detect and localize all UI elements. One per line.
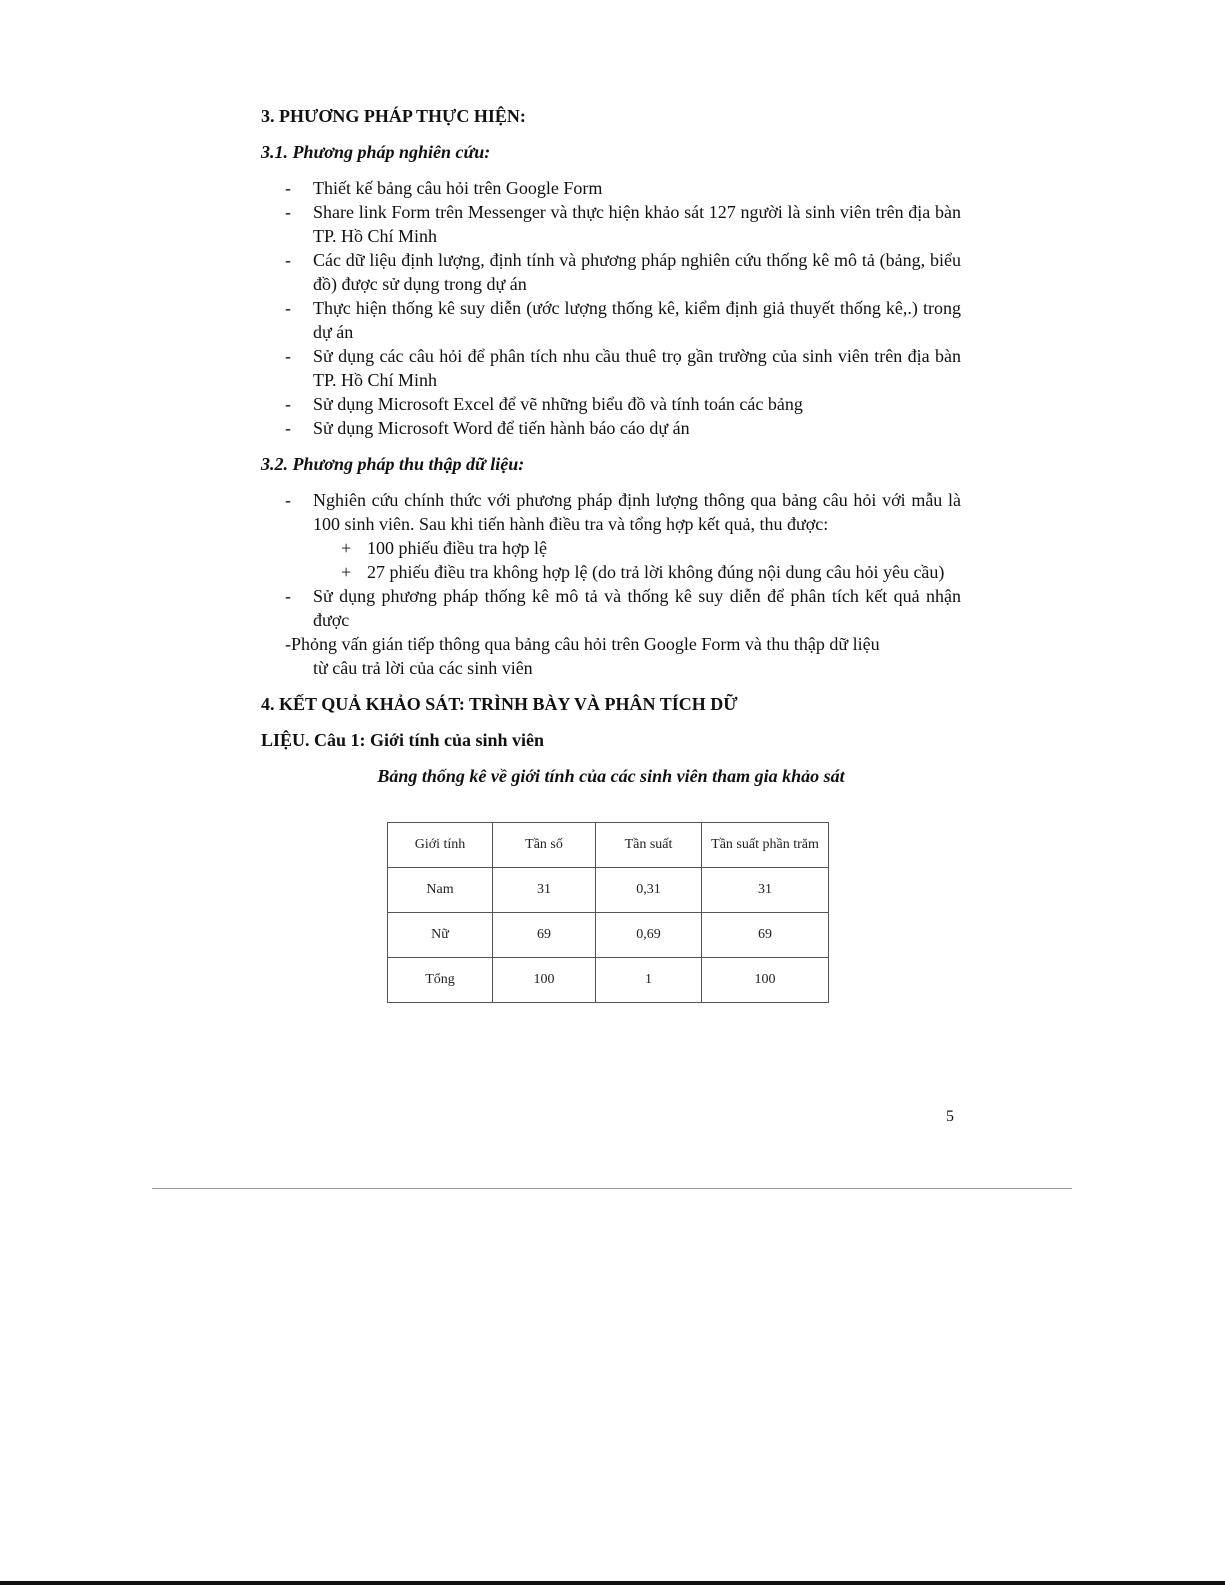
- list-item: [261, 416, 961, 440]
- table-header-row: [388, 823, 829, 868]
- dash-marker: -: [285, 586, 291, 606]
- table-row: [388, 913, 829, 958]
- table-row: [388, 868, 829, 913]
- header-gender: Giới tính: [388, 823, 493, 868]
- plus-marker: +: [341, 562, 352, 582]
- section-3-2-heading: 3.2. Phương pháp thu thập dữ liệu:: [261, 454, 525, 474]
- list-item-text: Sử dụng Microsoft Word để tiến hành báo cáo dự án: [313, 418, 690, 438]
- gender-stats-table: [387, 822, 829, 1003]
- bottom-edge-bar: [0, 1581, 1225, 1585]
- dash-marker: -: [285, 346, 291, 366]
- header-percentage: Tần suất phần trăm: [702, 823, 829, 868]
- list-item: [261, 200, 961, 248]
- dash-marker: -: [285, 490, 291, 510]
- table-cell: 0,31: [596, 868, 702, 913]
- header-relative-frequency: Tần suất: [596, 823, 702, 868]
- dash-marker: -: [285, 418, 291, 438]
- list-item: [261, 176, 961, 200]
- page-divider: [152, 1188, 1072, 1189]
- section-3-1-heading: 3.1. Phương pháp nghiên cứu:: [261, 142, 491, 162]
- list-item-text: Thực hiện thống kê suy diễn (ước lượng thống kê, kiểm định giả thuyết thống kê,.) trong dự án: [313, 298, 961, 342]
- dash-marker: -: [285, 394, 291, 414]
- dash-marker: -: [285, 250, 291, 270]
- result-sublist: [313, 536, 961, 584]
- list-item: [261, 344, 961, 392]
- table-cell: 1: [596, 958, 702, 1003]
- interview-line-2: từ câu trả lời của các sinh viên: [313, 658, 533, 678]
- data-collection-list: [261, 488, 961, 632]
- list-item-text: Sử dụng phương pháp thống kê mô tả và thống kê suy diễn để phân tích kết quả nhận được: [313, 586, 961, 630]
- list-item-text: Thiết kế bảng câu hỏi trên Google Form: [313, 178, 603, 198]
- list-item: [261, 392, 961, 416]
- table-row: [388, 958, 829, 1003]
- list-item: [261, 584, 961, 632]
- page-content: [261, 104, 961, 788]
- section-4-heading-line-1: 4. KẾT QUẢ KHẢO SÁT: TRÌNH BÀY VÀ PHÂN TÍCH DỮ: [261, 694, 738, 714]
- research-method-list: [261, 176, 961, 440]
- table-cell: Nữ: [388, 913, 493, 958]
- dash-marker: -: [285, 178, 291, 198]
- header-frequency: Tần số: [493, 823, 596, 868]
- list-item-text: Nghiên cứu chính thức với phương pháp định lượng thông qua bảng câu hỏi với mẫu là 100 sinh viên. Sau khi tiến hành điều tra và tổng hợp kết quả, thu được:: [313, 490, 961, 534]
- sublist-item-text: 100 phiếu điều tra hợp lệ: [367, 538, 547, 558]
- interview-paragraph: [261, 632, 961, 680]
- list-item: [261, 248, 961, 296]
- section-3-heading: 3. PHƯƠNG PHÁP THỰC HIỆN:: [261, 106, 526, 126]
- table-cell: 31: [493, 868, 596, 913]
- sublist-item: [313, 560, 961, 584]
- table-caption: Bảng thống kê về giới tính của các sinh viên tham gia khảo sát: [377, 766, 845, 786]
- dash-marker: -: [285, 202, 291, 222]
- section-4-heading-line-2: LIỆU. Câu 1: Giới tính của sinh viên: [261, 730, 545, 750]
- list-item: [261, 488, 961, 584]
- list-item-text: Các dữ liệu định lượng, định tính và phương pháp nghiên cứu thống kê mô tả (bảng, biểu đồ) được sử dụng trong dự án: [313, 250, 961, 294]
- list-item-text: Share link Form trên Messenger và thực hiện khảo sát 127 người là sinh viên trên địa bàn TP. Hồ Chí Minh: [313, 202, 961, 246]
- dash-marker: -: [285, 298, 291, 318]
- table-cell: 0,69: [596, 913, 702, 958]
- table-cell: Nam: [388, 868, 493, 913]
- list-item-text: Sử dụng các câu hỏi để phân tích nhu cầu thuê trọ gần trường của sinh viên trên địa bàn TP. Hồ Chí Minh: [313, 346, 961, 390]
- plus-marker: +: [341, 538, 352, 558]
- table-cell: 69: [702, 913, 829, 958]
- interview-line-1: -Phỏng vấn gián tiếp thông qua bảng câu hỏi trên Google Form và thu thập dữ liệu: [285, 634, 880, 654]
- table-cell: Tổng: [388, 958, 493, 1003]
- table-cell: 69: [493, 913, 596, 958]
- page-number: 5: [946, 1108, 954, 1125]
- table-cell: 100: [702, 958, 829, 1003]
- sublist-item-text: 27 phiếu điều tra không hợp lệ (do trả lời không đúng nội dung câu hỏi yêu cầu): [367, 562, 945, 582]
- table-cell: 100: [493, 958, 596, 1003]
- table-cell: 31: [702, 868, 829, 913]
- sublist-item: [313, 536, 961, 560]
- list-item: [261, 296, 961, 344]
- list-item-text: Sử dụng Microsoft Excel để vẽ những biểu đồ và tính toán các bảng: [313, 394, 803, 414]
